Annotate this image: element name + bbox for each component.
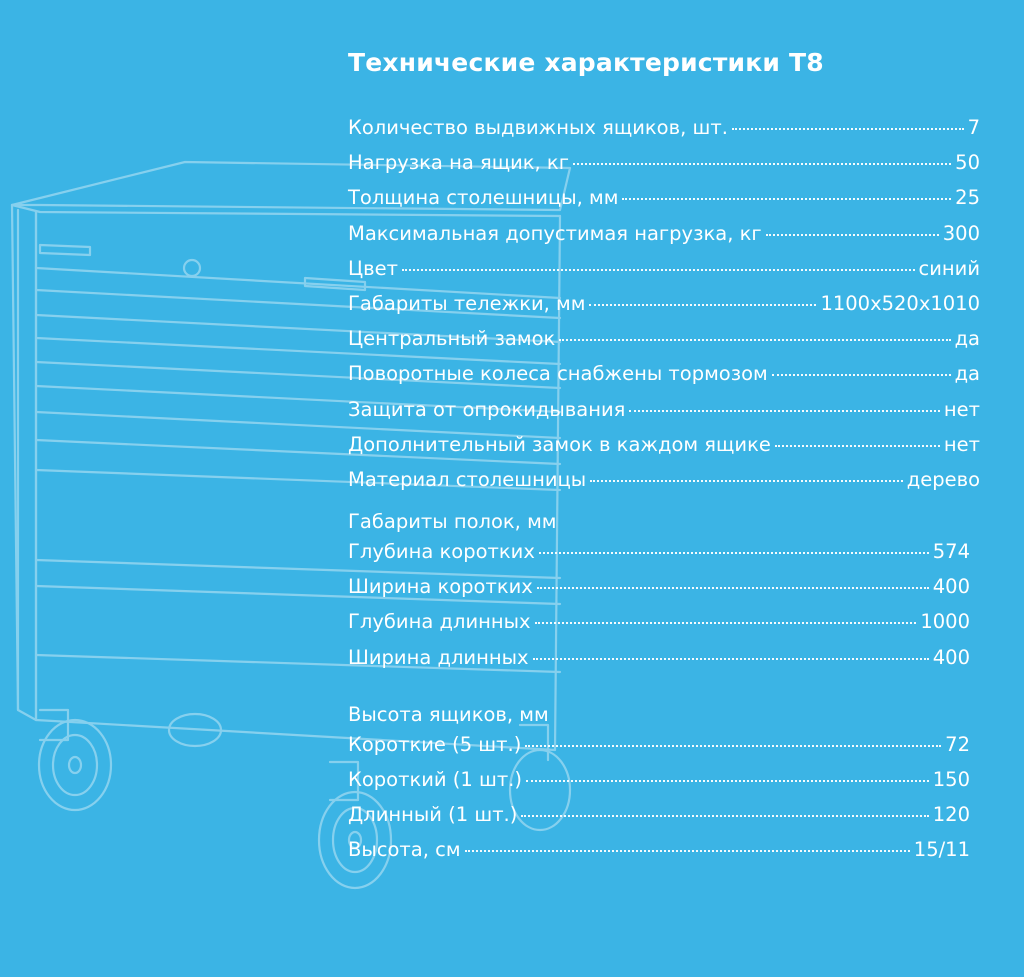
spec-value: 120: [932, 803, 970, 827]
spec-label: Короткие (5 шт.): [348, 732, 522, 756]
spec-label: Количество выдвижных ящиков, шт.: [348, 116, 728, 139]
spec-label: Габариты тележки, мм: [348, 291, 586, 315]
spec-value: дерево: [906, 467, 980, 491]
spec-value: 574: [932, 540, 970, 564]
drawers-section: [348, 696, 970, 874]
leader-dots: [559, 339, 950, 341]
spec-value: 400: [932, 575, 970, 599]
spec-label: Ширина коротких: [348, 575, 533, 599]
spec-value: нет: [943, 432, 980, 456]
spec-row: [348, 257, 980, 292]
spec-label: Поворотные колеса снабжены тормозом: [348, 362, 768, 386]
spec-row: [348, 468, 980, 503]
specs-list: [348, 116, 980, 503]
leader-dots: [533, 658, 929, 660]
leader-dots: [525, 745, 941, 747]
spec-row: [348, 575, 970, 610]
spec-label: Материал столешницы: [348, 467, 587, 491]
spec-label: Ширина длинных: [348, 645, 529, 669]
spec-value: 50: [955, 151, 980, 175]
spec-value: синий: [918, 256, 980, 280]
spec-row: [348, 186, 980, 221]
section-heading: Высота ящиков, мм: [348, 702, 549, 726]
spec-label: Дополнительный замок в каждом ящике: [348, 432, 771, 456]
specs-panel: [348, 42, 980, 874]
leader-dots: [590, 480, 903, 482]
leader-dots: [766, 234, 939, 236]
leader-dots: [526, 780, 929, 782]
leader-dots: [732, 128, 964, 130]
spec-row: [348, 222, 980, 257]
spec-label: Длинный (1 шт.): [348, 803, 518, 827]
leader-dots: [402, 269, 915, 271]
spec-row: [348, 327, 980, 362]
spec-value: нет: [943, 397, 980, 421]
spec-label: Защита от опрокидывания: [348, 397, 626, 421]
spec-value: 1100x520x1010: [820, 291, 980, 315]
spec-label: Нагрузка на ящик, кг: [348, 151, 569, 175]
spec-label: Высота, см: [348, 838, 461, 862]
spec-row: [348, 610, 970, 645]
leader-dots: [589, 304, 816, 306]
spec-row: [348, 768, 970, 803]
spec-label: Толщина столешницы, мм: [348, 186, 619, 210]
spec-value: 15/11: [913, 838, 970, 862]
spec-row: [348, 292, 980, 327]
section-heading: Габариты полок, мм: [348, 510, 557, 534]
leader-dots: [521, 815, 928, 817]
spec-row: [348, 803, 970, 838]
page-title: Технические характеристики T8: [348, 48, 824, 77]
spec-value: 7: [967, 116, 980, 139]
spec-row: [348, 540, 970, 575]
spec-row: [348, 838, 970, 873]
spec-value: 400: [932, 645, 970, 669]
leader-dots: [629, 410, 939, 412]
spec-label: Глубина длинных: [348, 610, 531, 634]
spec-label: Максимальная допустимая нагрузка, кг: [348, 221, 762, 245]
spec-row: [348, 733, 970, 768]
spec-label: Цвет: [348, 256, 398, 280]
leader-dots: [775, 445, 940, 447]
spec-label: Центральный замок: [348, 327, 556, 351]
spec-label: Короткий (1 шт.): [348, 768, 522, 791]
spec-row: [348, 116, 980, 151]
spec-value: 1000: [920, 610, 970, 634]
leader-dots: [537, 587, 929, 589]
shelves-section: [348, 503, 970, 681]
leader-dots: [539, 552, 929, 554]
spec-row: [348, 646, 970, 681]
spec-row: [348, 398, 980, 433]
leader-dots: [465, 850, 910, 852]
leader-dots: [622, 198, 951, 200]
spec-value: да: [954, 327, 980, 351]
spec-value: 300: [942, 221, 980, 245]
spec-row: [348, 362, 980, 397]
leader-dots: [772, 374, 951, 376]
spec-row: [348, 151, 980, 186]
spec-value: 25: [955, 186, 980, 210]
spec-label: Глубина коротких: [348, 540, 535, 564]
leader-dots: [535, 622, 917, 624]
leader-dots: [573, 163, 951, 165]
spec-value: да: [954, 362, 980, 386]
spec-row: [348, 433, 980, 468]
spec-value: 150: [932, 768, 970, 791]
spec-value: 72: [945, 732, 970, 756]
